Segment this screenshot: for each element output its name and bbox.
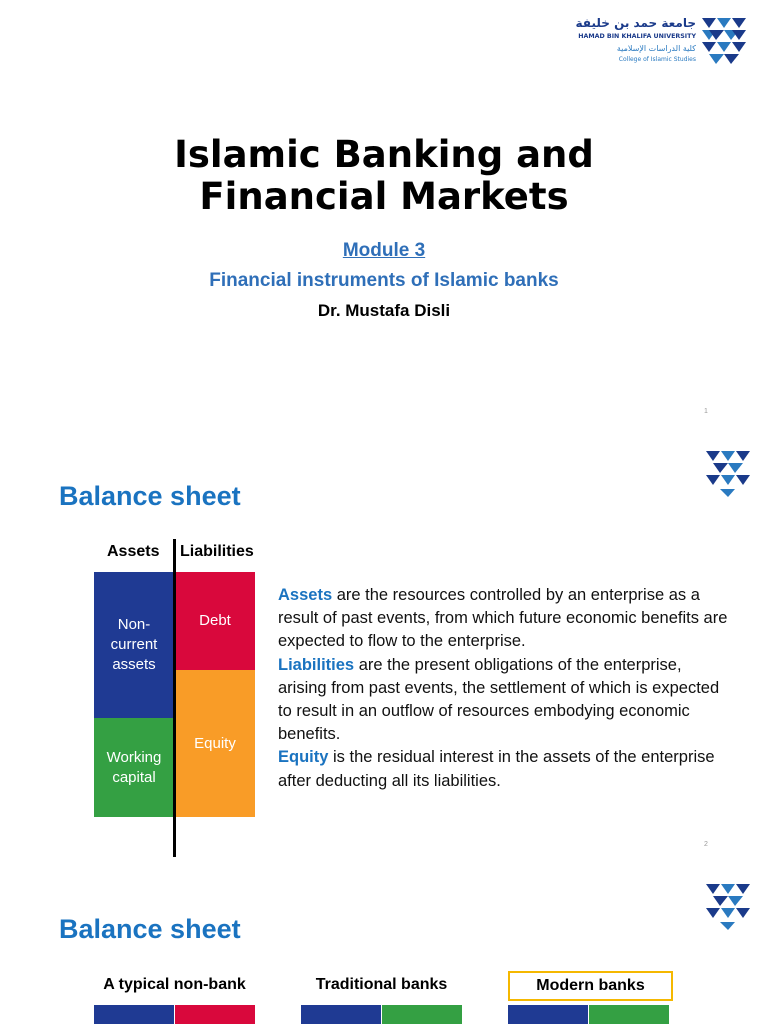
modern-assets-block: [508, 1005, 588, 1024]
working-capital-block: Working capital: [94, 718, 174, 817]
author: Dr. Mustafa Disli: [317, 301, 451, 320]
debt-block: Debt: [175, 572, 255, 670]
slide-2: [0, 433, 768, 866]
liabilities-label: Liabilities: [180, 543, 254, 560]
column-heading-modern-banks: Modern banks: [508, 971, 673, 1001]
module-link[interactable]: Module 3: [342, 240, 426, 261]
hbku-mark-icon: [702, 18, 746, 64]
assets-label: Assets: [107, 543, 160, 560]
slide-heading: Balance sheet: [59, 481, 241, 511]
modern-liabilities-block: [589, 1005, 669, 1024]
logo-arabic-name: جامعة حمد بن خليفة: [575, 16, 696, 30]
traditional-liabilities-block: [382, 1005, 462, 1024]
logo-english-college: College of Islamic Studies: [618, 56, 696, 63]
traditional-assets-block: [301, 1005, 381, 1024]
liabilities-definition: Liabilities are the present obligations of the enterprise, arising from past events, the settlement of which is expected to result in an outflow of resources embodying economic benefits.: [278, 655, 720, 744]
logo-english-name: HAMAD BIN KHALIFA UNIVERSITY: [578, 33, 696, 40]
divider-line: [173, 539, 176, 857]
equity-block: Equity: [175, 670, 255, 817]
equity-definition: Equity is the residual interest in the assets of the enterprise after deducting all its liabilities.: [278, 748, 715, 790]
page-number: 1: [704, 408, 708, 415]
subtitle: Financial instruments of Islamic banks: [209, 270, 559, 291]
title-line-2: Financial Markets: [199, 175, 569, 218]
non-bank-debt-block: [175, 1005, 255, 1024]
definitions-paragraph: [278, 584, 728, 793]
hbku-logo: [576, 16, 748, 68]
column-heading-traditional-banks: Traditional banks: [315, 976, 448, 993]
hbku-mark-icon: [706, 451, 750, 497]
slide-1: [0, 0, 768, 433]
non-bank-assets-block: [94, 1005, 174, 1024]
presentation-title: [0, 134, 768, 218]
title-line-1: Islamic Banking and: [174, 133, 594, 176]
hbku-mark-icon: [706, 884, 750, 930]
slide-heading: Balance sheet: [59, 914, 241, 944]
slide-3: [0, 866, 768, 1024]
page-number: 2: [704, 841, 708, 848]
logo-arabic-college: كلية الدراسات الإسلامية: [616, 44, 696, 53]
non-current-assets-block: Non- current assets: [94, 572, 174, 718]
assets-definition: Assets are the resources controlled by an enterprise as a result of past events, from which future economic benefits are expected to flow to the enterprise.: [278, 586, 728, 651]
column-heading-non-bank: A typical non-bank: [103, 976, 246, 993]
